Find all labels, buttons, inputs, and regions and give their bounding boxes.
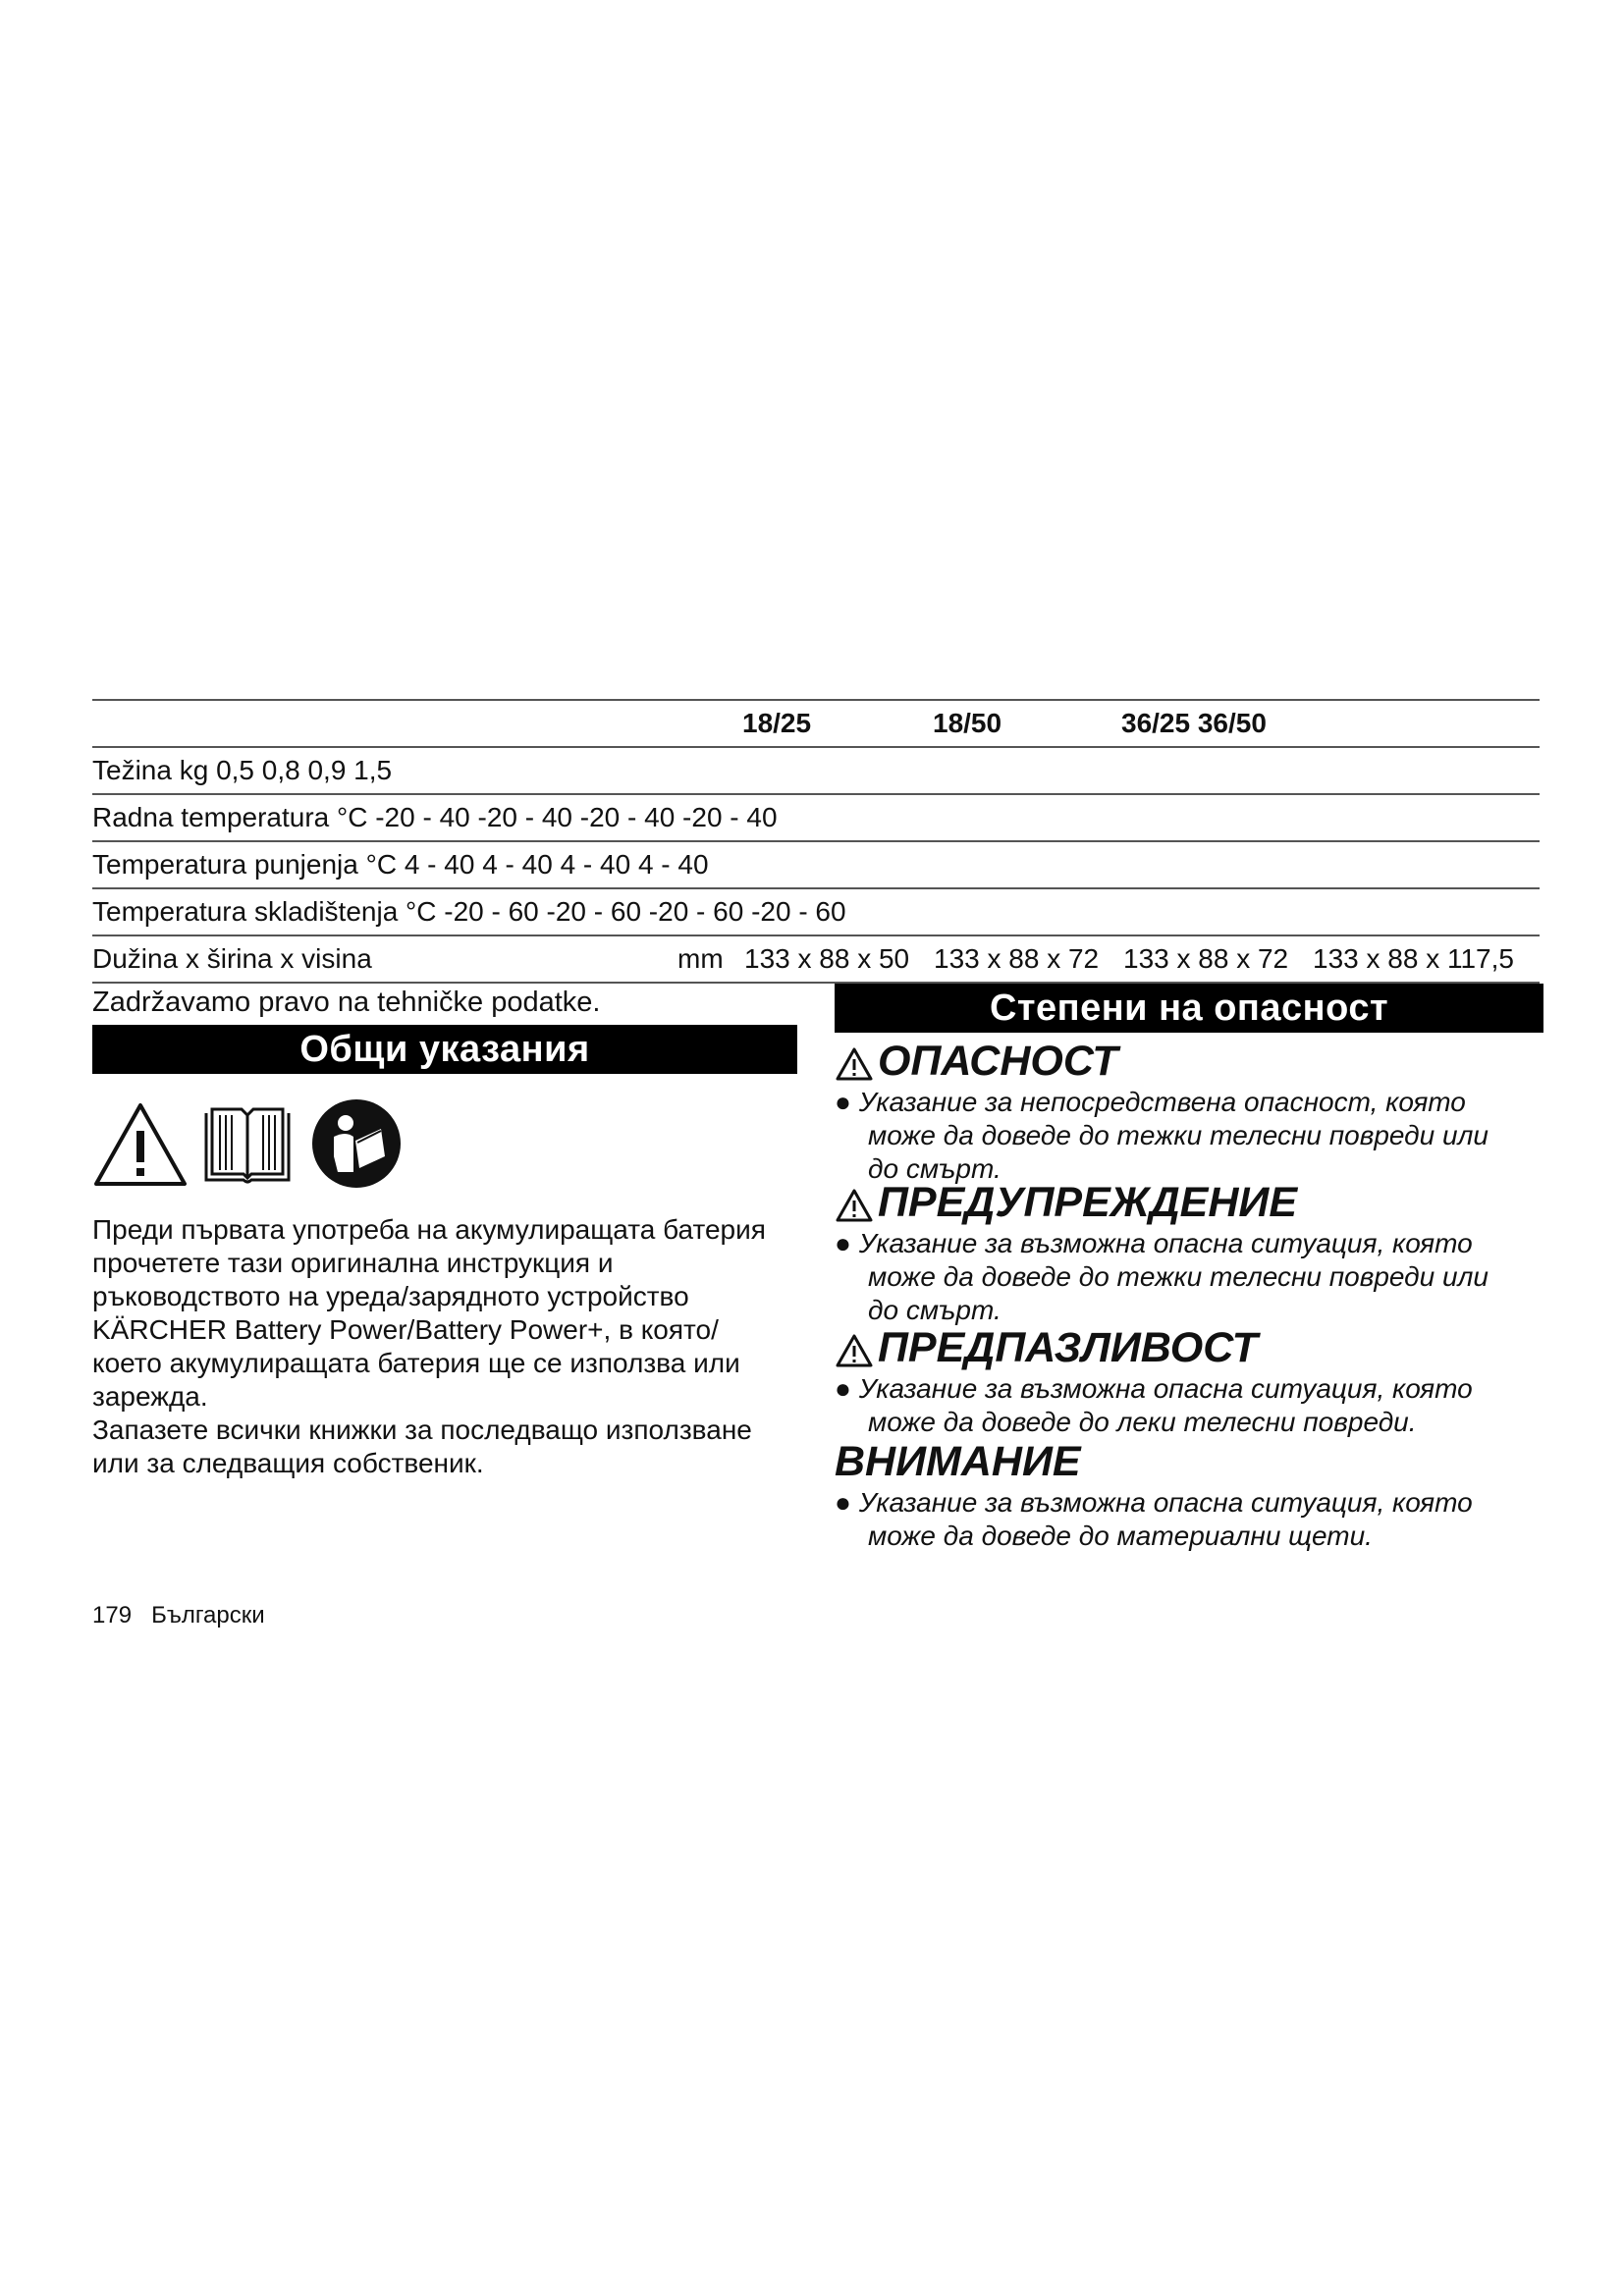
danger-level-title xyxy=(835,1037,1118,1086)
page-number: 179 xyxy=(92,1602,133,1629)
warning-triangle-icon xyxy=(92,1101,189,1193)
technical-data-table xyxy=(92,699,1540,984)
description-line: ● Указание за възможна опасна ситуация, която xyxy=(835,1228,1473,1258)
table-header-row xyxy=(92,699,1540,748)
description-line: може да доведе до тежки телесни повреди или xyxy=(868,1261,1489,1292)
column-header: 18/25 xyxy=(742,708,812,738)
paragraph-line: зарежда. xyxy=(92,1381,208,1412)
paragraph-line: прочетете тази оригинална инструкция и xyxy=(92,1248,614,1278)
table-row xyxy=(92,889,1540,936)
technical-data-note: Zadržavamo pravo na tehničke podatke. xyxy=(92,987,601,1018)
description-line: може да доведе до материални щети. xyxy=(868,1521,1373,1551)
paragraph-line: ръководството на уреда/зарядното устройство xyxy=(92,1281,689,1311)
table-row-text: Radna temperatura °C -20 - 40 -20 - 40 -20 - 40 -20 - 40 xyxy=(92,802,778,832)
read-manual-icon xyxy=(310,1097,403,1195)
notice-level-title xyxy=(835,1437,1081,1486)
description-line: може да доведе до леки телесни повреди. xyxy=(868,1407,1417,1437)
general-notes-heading: Общи указания xyxy=(92,1025,797,1074)
paragraph-line: или за следващия собственик. xyxy=(92,1448,484,1478)
warning-triangle-icon xyxy=(835,1043,874,1079)
notice-level-description xyxy=(835,1486,1473,1553)
caution-level-description xyxy=(835,1372,1473,1439)
general-notes-paragraph xyxy=(92,1213,766,1480)
column-header: 36/25 36/50 xyxy=(1121,708,1267,738)
table-row-text: Temperatura punjenja °C 4 - 40 4 - 40 4 - 40 4 - 40 xyxy=(92,849,709,880)
column-header: 18/50 xyxy=(933,708,1002,738)
paragraph-line: Запазете всички книжки за последващо използване xyxy=(92,1415,752,1445)
description-line: ● Указание за непосредствена опасност, която xyxy=(835,1087,1466,1117)
warning-triangle-icon xyxy=(835,1330,874,1365)
danger-levels-heading: Степени на опасност xyxy=(835,984,1543,1033)
description-line: до смърт. xyxy=(868,1295,1001,1325)
warning-level-label: ПРЕДУПРЕЖДЕНИЕ xyxy=(878,1179,1298,1226)
notice-level-label: ВНИМАНИЕ xyxy=(835,1438,1081,1485)
paragraph-line: KÄRCHER Battery Power/Battery Power+, в която/ xyxy=(92,1314,719,1345)
dimensions-value: 133 x 88 x 50 xyxy=(744,943,910,974)
table-row-text: Težina kg 0,5 0,8 0,9 1,5 xyxy=(92,755,393,785)
dimensions-value: 133 x 88 x 72 xyxy=(1123,943,1289,974)
footer-language: Български xyxy=(151,1602,265,1629)
warning-level-title xyxy=(835,1178,1297,1227)
safety-icons-row xyxy=(92,1097,406,1196)
description-line: до смърт. xyxy=(868,1153,1001,1184)
dimensions-label: Dužina x širina x visina xyxy=(92,943,372,974)
manual-book-icon xyxy=(200,1101,295,1193)
dimensions-value: 133 x 88 x 72 xyxy=(934,943,1100,974)
dimensions-unit: mm xyxy=(677,943,724,974)
table-row-text: Temperatura skladištenja °C -20 - 60 -20 - 60 -20 - 60 -20 - 60 xyxy=(92,896,846,927)
warning-level-description xyxy=(835,1227,1489,1327)
paragraph-line: Преди първата употреба на акумулиращата батерия xyxy=(92,1214,766,1245)
danger-level-label: ОПАСНОСТ xyxy=(878,1038,1118,1085)
table-row xyxy=(92,748,1540,795)
caution-level-label: ПРЕДПАЗЛИВОСТ xyxy=(878,1324,1258,1371)
page-footer xyxy=(92,1602,265,1629)
table-row xyxy=(92,842,1540,889)
table-row xyxy=(92,795,1540,842)
description-line: може да доведе до тежки телесни повреди или xyxy=(868,1120,1489,1150)
warning-triangle-icon xyxy=(835,1185,874,1220)
danger-level-description xyxy=(835,1086,1489,1186)
description-line: ● Указание за възможна опасна ситуация, която xyxy=(835,1487,1473,1518)
paragraph-line: което акумулиращата батерия ще се използва или xyxy=(92,1348,740,1378)
caution-level-title xyxy=(835,1323,1258,1372)
description-line: ● Указание за възможна опасна ситуация, която xyxy=(835,1373,1473,1404)
table-row-dimensions xyxy=(92,936,1540,984)
dimensions-value: 133 x 88 x 117,5 xyxy=(1313,943,1514,974)
